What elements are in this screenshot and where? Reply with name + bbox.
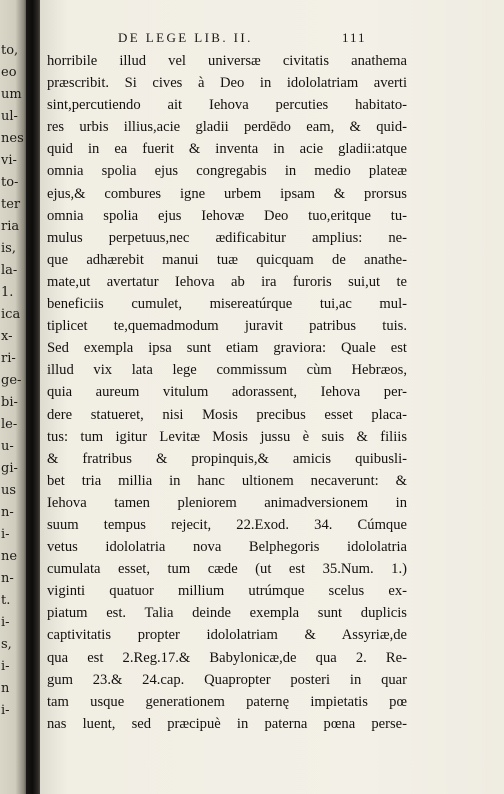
text-line: tam usque generationem paternę impietatis pœ xyxy=(47,693,407,710)
left-page-fragment: ul- xyxy=(1,109,18,124)
text-line: dere statueret, nisi Mosis precibus esset placa- xyxy=(47,406,407,423)
text-line: tiplicet te,quemadmodum juravit patribus tuis. xyxy=(47,318,407,335)
text-line: Iehova tamen pleniorem animadversionem in xyxy=(47,494,407,511)
left-page-fragment: nes xyxy=(1,131,24,146)
left-facing-page xyxy=(0,0,28,794)
text-line: omnia spolia ejus congregabis in medio plateæ xyxy=(47,163,407,180)
body-text xyxy=(47,50,407,735)
left-page-fragment: i- xyxy=(1,659,10,674)
left-page-fragment: vi- xyxy=(1,153,17,168)
left-page-fragment: us xyxy=(1,483,17,498)
left-page-fragment: bi- xyxy=(1,395,18,410)
text-line: omnia spolia ejus Iehovæ Deo tuo,eritque tu- xyxy=(47,207,407,224)
text-line: vetus idololatria nova Belphegoris idololatria xyxy=(47,539,407,556)
text-line: Sed exempla ipsa sunt etiam graviora: Quale est xyxy=(47,340,407,357)
left-page-fragment: is, xyxy=(1,241,16,256)
text-line: suum tempus rejecit, 22.Exod. 34. Cúmque xyxy=(47,516,407,533)
text-line: quid in ea fuerit & inventa in acie gladii:atque xyxy=(47,141,407,158)
text-line: res urbis illius,acie gladii perdēdo eam, & quid- xyxy=(47,119,407,136)
left-page-fragment: la- xyxy=(1,263,18,278)
running-title: DE LEGE LIB. II. xyxy=(118,30,253,45)
left-page-fragment: i- xyxy=(1,527,10,542)
text-line: mate,ut avertatur Iehova ab ira furoris sui,ut te xyxy=(47,273,407,290)
left-page-fragment: le- xyxy=(1,417,18,432)
left-page-fragment: s, xyxy=(1,637,12,652)
left-page-fragment: i- xyxy=(1,703,10,718)
left-page-fragment: gi- xyxy=(1,461,18,476)
left-page-fragment: to- xyxy=(1,175,19,190)
left-page-fragment: n xyxy=(1,681,10,696)
text-line: tus: tum igitur Levitæ Mosis jussu è suis & filiis xyxy=(47,428,407,445)
left-page-fragment: ri- xyxy=(1,351,16,366)
text-line: captivitatis propter idololatriam & Assyriæ,de xyxy=(47,627,407,644)
left-page-fragment: eo xyxy=(1,65,17,80)
text-line: mulus perpetuus,nec ædificabitur amplius: ne- xyxy=(47,229,407,246)
left-page-fragment: ria xyxy=(1,219,20,234)
text-line: gum 23.& 24.cap. Quapropter posteri in quar xyxy=(47,671,407,688)
text-line: bet tria millia in hanc ultionem necaverunt: & xyxy=(47,472,407,489)
text-line: nas luent, sed præcipuè in paterna pœna perse- xyxy=(47,715,407,732)
text-line: que adhærebit manui tuæ quicquam de anathe- xyxy=(47,251,407,268)
text-line: & fratribus & propinquis,& amicis quibusli- xyxy=(47,450,407,467)
text-line: ejus,& combures igne urbem ipsam & prorsus xyxy=(47,185,407,202)
text-line: qua est 2.Reg.17.& Babylonicæ,de qua 2. Re- xyxy=(47,649,407,666)
text-line: quia aureum vitulum adorassent, Iehova per- xyxy=(47,384,407,401)
page-header xyxy=(40,30,504,50)
left-page-fragment: ter xyxy=(1,197,21,212)
left-page-fragment: ge- xyxy=(1,373,22,388)
left-page-fragment: ica xyxy=(1,307,21,322)
text-line: cumulata esset, tum cæde (ut est 35.Num. 1.) xyxy=(47,561,407,578)
left-page-fragment: to, xyxy=(1,43,19,58)
left-page-fragment: um xyxy=(1,87,22,102)
text-line: illud vix lata lege commissum cùm Hebræos, xyxy=(47,362,407,379)
text-line: piatum est. Talia deinde exempla sunt duplicis xyxy=(47,605,407,622)
left-page-fragment: t. xyxy=(1,593,11,608)
left-page-fragment: i- xyxy=(1,615,10,630)
text-line: præscribit. Si cives à Deo in idololatriam averti xyxy=(47,75,407,92)
left-page-fragment: ne xyxy=(1,549,18,564)
page-number: 111 xyxy=(342,30,367,45)
text-line: viginti quatuor millium utrúmque scelus ex- xyxy=(47,583,407,600)
left-page-fragment: u- xyxy=(1,439,14,454)
text-line: beneficiis cumulet, misereatúrque tui,ac mul- xyxy=(47,296,407,313)
book-page xyxy=(40,0,504,794)
left-page-fragment: n- xyxy=(1,571,14,586)
left-page-fragment: 1. xyxy=(1,285,14,300)
left-page-fragment: n- xyxy=(1,505,14,520)
text-line: horribile illud vel universæ civitatis anathema xyxy=(47,53,407,69)
text-line: sint,percutiendo ait Iehova percuties habitato- xyxy=(47,97,407,114)
left-page-fragment: x- xyxy=(1,329,13,344)
